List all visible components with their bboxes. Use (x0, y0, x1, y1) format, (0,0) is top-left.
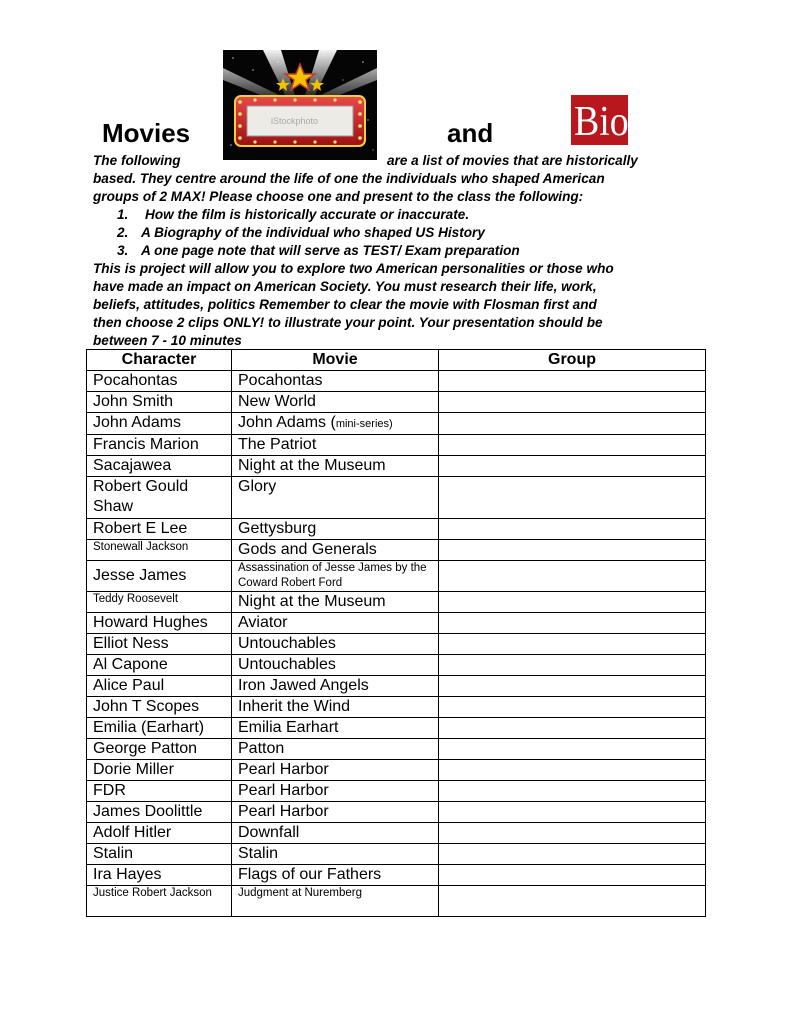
character-cell: John T Scopes (87, 697, 232, 718)
group-cell[interactable] (439, 676, 706, 697)
header-group: Group (439, 350, 706, 371)
para-line2: have made an impact on American Society. You must research their life, work, (93, 279, 597, 294)
table-row (87, 865, 706, 886)
group-cell[interactable] (439, 844, 706, 865)
item-3-number: 3. (117, 243, 129, 258)
marquee-watermark: iStockphoto (271, 116, 319, 126)
table-row (87, 886, 706, 917)
table-row (87, 823, 706, 844)
group-cell[interactable] (439, 697, 706, 718)
group-cell[interactable] (439, 613, 706, 634)
para-line3: beliefs, attitudes, politics Remember to clear the movie with Flosman first and (93, 297, 597, 312)
table-row (87, 392, 706, 413)
table-row (87, 435, 706, 456)
movie-cell: Stalin (232, 844, 439, 865)
group-cell[interactable] (439, 739, 706, 760)
table-row (87, 413, 706, 435)
group-cell[interactable] (439, 802, 706, 823)
table-row (87, 760, 706, 781)
movie-cell: Flags of our Fathers (232, 865, 439, 886)
character-cell: Robert Gould Shaw (87, 477, 232, 519)
movie-cell: Pocahontas (232, 371, 439, 392)
table-row (87, 561, 706, 592)
group-cell[interactable] (439, 760, 706, 781)
movie-cell: Night at the Museum (232, 456, 439, 477)
movie-cell: Downfall (232, 823, 439, 844)
table-row (87, 634, 706, 655)
movie-cell: New World (232, 392, 439, 413)
group-cell[interactable] (439, 886, 706, 917)
table-row (87, 844, 706, 865)
item-3-text: A one page note that will serve as TEST/ Exam preparation (141, 243, 520, 258)
character-cell: FDR (87, 781, 232, 802)
character-cell: Pocahontas (87, 371, 232, 392)
character-cell: Sacajawea (87, 456, 232, 477)
movie-cell: Emilia Earhart (232, 718, 439, 739)
table-header-row (87, 350, 706, 371)
group-cell[interactable] (439, 655, 706, 676)
table-row (87, 739, 706, 760)
title-and: and (447, 118, 494, 148)
group-cell[interactable] (439, 561, 706, 592)
item-1-text: How the film is historically accurate or inaccurate. (145, 207, 470, 222)
intro-line1b: are a list of movies that are historically (387, 153, 638, 168)
movie-cell: Pearl Harbor (232, 760, 439, 781)
movie-cell: Night at the Museum (232, 592, 439, 613)
character-cell: Stonewall Jackson (87, 540, 232, 561)
table-row (87, 655, 706, 676)
group-cell[interactable] (439, 435, 706, 456)
group-cell[interactable] (439, 413, 706, 435)
table-row (87, 802, 706, 823)
character-cell: Adolf Hitler (87, 823, 232, 844)
group-cell[interactable] (439, 371, 706, 392)
table-row (87, 371, 706, 392)
table-row (87, 477, 706, 519)
character-cell: George Patton (87, 739, 232, 760)
para-line1: This is project will allow you to explore two American personalities or those who (93, 261, 614, 276)
group-cell[interactable] (439, 477, 706, 519)
movie-note: mini-series) (335, 418, 393, 430)
para-line5: between 7 - 10 minutes (93, 333, 242, 348)
character-cell: John Adams (87, 413, 232, 435)
group-cell[interactable] (439, 865, 706, 886)
intro-line2: based. They centre around the life of one the individuals who shaped American (93, 171, 605, 186)
table-row (87, 456, 706, 477)
table-row (87, 592, 706, 613)
character-cell: Ira Hayes (87, 865, 232, 886)
group-cell[interactable] (439, 456, 706, 477)
character-cell: Jesse James (87, 561, 232, 592)
character-cell: Elliot Ness (87, 634, 232, 655)
biography-logo (571, 95, 736, 145)
character-cell: Justice Robert Jackson (87, 886, 232, 917)
group-cell[interactable] (439, 634, 706, 655)
movie-cell: Assassination of Jesse James by the Coward Robert Ford (232, 561, 439, 592)
table-row (87, 613, 706, 634)
character-cell: Teddy Roosevelt (87, 592, 232, 613)
group-cell[interactable] (439, 540, 706, 561)
table-row (87, 718, 706, 739)
group-cell[interactable] (439, 592, 706, 613)
movie-cell: Untouchables (232, 655, 439, 676)
item-2-text: A Biography of the individual who shaped US History (141, 225, 485, 240)
movie-cell: Aviator (232, 613, 439, 634)
character-cell: Dorie Miller (87, 760, 232, 781)
movie-cell: Pearl Harbor (232, 781, 439, 802)
movie-cell: Inherit the Wind (232, 697, 439, 718)
table-row (87, 676, 706, 697)
group-cell[interactable] (439, 823, 706, 844)
movie-cell: The Patriot (232, 435, 439, 456)
character-cell: Francis Marion (87, 435, 232, 456)
movie-cell: Gettysburg (232, 519, 439, 540)
title-movies: Movies (102, 118, 191, 148)
movie-cell (232, 413, 439, 435)
movie-title: John Adams ( (238, 414, 336, 431)
movie-cell: Iron Jawed Angels (232, 676, 439, 697)
movie-cell: Pearl Harbor (232, 802, 439, 823)
character-cell: Al Capone (87, 655, 232, 676)
movie-cell: Glory (232, 477, 439, 519)
group-cell[interactable] (439, 392, 706, 413)
character-cell: James Doolittle (87, 802, 232, 823)
movie-cell: Gods and Generals (232, 540, 439, 561)
table-row (87, 540, 706, 561)
header-movie: Movie (232, 350, 439, 371)
intro-line3: groups of 2 MAX! Please choose one and present to the class the following: (93, 189, 584, 204)
table-row (87, 781, 706, 802)
table-row (87, 519, 706, 540)
table-row (87, 697, 706, 718)
movie-cell: Judgment at Nuremberg (232, 886, 439, 917)
item-2-number: 2. (117, 225, 129, 240)
item-1-number: 1. (117, 207, 129, 222)
header-character: Character (87, 350, 232, 371)
character-cell: Stalin (87, 844, 232, 865)
character-cell: Alice Paul (87, 676, 232, 697)
movie-cell: Patton (232, 739, 439, 760)
group-cell[interactable] (439, 519, 706, 540)
character-cell: Howard Hughes (87, 613, 232, 634)
movie-marquee-image (223, 50, 377, 160)
character-cell: Emilia (Earhart) (87, 718, 232, 739)
movie-cell: Untouchables (232, 634, 439, 655)
group-cell[interactable] (439, 718, 706, 739)
intro-line1a: The following (93, 153, 181, 168)
group-cell[interactable] (439, 781, 706, 802)
biography-logo-text: Biography (574, 99, 734, 145)
character-cell: John Smith (87, 392, 232, 413)
character-cell: Robert E Lee (87, 519, 232, 540)
movie-assignment-table (86, 349, 706, 917)
para-line4: then choose 2 clips ONLY! to illustrate your point. Your presentation should be (93, 315, 603, 330)
